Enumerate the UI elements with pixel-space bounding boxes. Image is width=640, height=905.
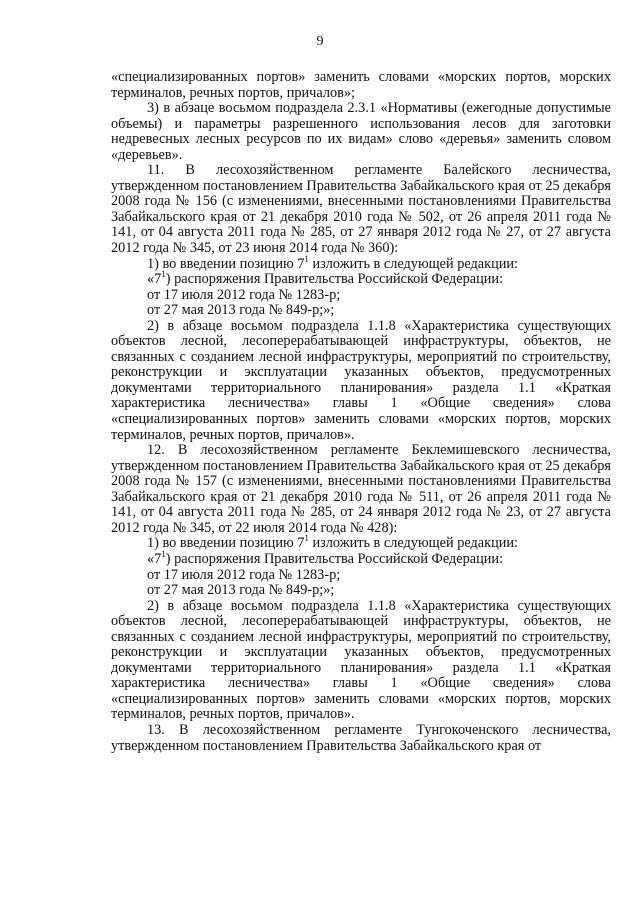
paragraph bbox=[111, 253, 611, 273]
paragraph: 13. В лесохозяйственном регламенте Тунгокоченского лесничества, утвержденном постановлением Правительства Забайкальского края от bbox=[111, 721, 611, 754]
paragraph: 3) в абзаце восьмом подраздела 2.3.1 «Нормативы (ежегодные допустимые объемы) и параметры разрешенного использования лесов для заготовки недревесных лесных ресурсов по их видам» слово «деревья» заменить словом «деревьев». bbox=[111, 100, 611, 163]
paragraph: 2) в абзаце восьмом подраздела 1.1.8 «Характеристика существующих объектов лесной, лесоперерабатывающей инфраструктуры, объектов, не связанных с созданием лесной инфраструктуры, мероприятий по строительству, реконструкции и эксплуатации указанных объектов, предусмотренных документами территориального планирования» раздела 1.1 «Краткая характеристика лесничества» главы 1 «Общие сведения» слова «специализированных портов» заменить словами «морских портов, морских терминалов, речных портов, причалов». bbox=[111, 317, 611, 443]
paragraph: 2) в абзаце восьмом подраздела 1.1.8 «Характеристика существующих объектов лесной, лесоперерабатывающей инфраструктуры, объектов, не связанных с созданием лесной инфраструктуры, мероприятий по строительству, реконструкции и эксплуатации указанных объектов, предусмотренных документами территориального планирования» раздела 1.1 «Краткая характеристика лесничества» главы 1 «Общие сведения» слова «специализированных портов» заменить словами «морских портов, морских терминалов, речных портов, причалов». bbox=[111, 597, 611, 723]
paragraph: 12. В лесохозяйственном регламенте Беклемишевского лесничества, утвержденном постановлением Правительства Забайкальского края от 25 декабря 2008 года № 157 (с изменениями, внесенными постановлениями Правительства Забайкальского края от 21 декабря 2010 года № 511, от 26 апреля 2011 года № 141, от 04 августа 2011 года № 285, от 24 января 2012 года № 23, от 27 августа 2012 года № 345, от 22 июля 2014 года № 428): bbox=[111, 442, 611, 536]
paragraph bbox=[111, 269, 611, 288]
text-run: ) распоряжения Правительства Российской Федерации: bbox=[165, 550, 504, 567]
paragraph: от 17 июля 2012 года № 1283-р; bbox=[147, 286, 341, 303]
text-run: изложить в следующей редакции: bbox=[308, 535, 519, 552]
paragraph: от 17 июля 2012 года № 1283-р; bbox=[147, 566, 341, 583]
paragraph bbox=[111, 549, 611, 568]
paragraph bbox=[111, 533, 611, 552]
superscript: 1 bbox=[304, 253, 309, 264]
page-number: 9 bbox=[316, 34, 324, 49]
text-run: 1) во введении позицию 7 bbox=[147, 535, 305, 552]
paragraph: «специализированных портов» заменить словами «морских портов, морских терминалов, речных портов, причалов»; bbox=[111, 69, 611, 101]
text-run: ) распоряжения Правительства Российской Федерации: bbox=[165, 271, 504, 288]
paragraph: от 27 мая 2013 года № 849-р;»; bbox=[147, 582, 335, 599]
superscript: 1 bbox=[161, 269, 166, 280]
text-run: «7 bbox=[147, 550, 162, 567]
paragraph: от 27 мая 2013 года № 849-р;»; bbox=[147, 302, 335, 319]
text-run: «7 bbox=[147, 271, 162, 288]
text-run: изложить в следующей редакции: bbox=[308, 255, 519, 272]
superscript: 1 bbox=[161, 549, 166, 560]
document-body bbox=[111, 70, 611, 754]
text-run: 1) во введении позицию 7 bbox=[147, 255, 305, 272]
superscript: 1 bbox=[304, 533, 309, 544]
paragraph: 11. В лесохозяйственном регламенте Балейского лесничества, утвержденном постановлением Правительства Забайкальского края от 25 декабря 2008 года № 156 (с изменениями, внесенными постановлениями Правительства Забайкальского края от 21 декабря 2010 года № 502, от 26 апреля 2011 года № 141, от 04 августа 2011 года № 285, от 27 января 2012 года № 27, от 27 августа 2012 года № 345, от 23 июня 2014 года № 360): bbox=[111, 162, 611, 257]
